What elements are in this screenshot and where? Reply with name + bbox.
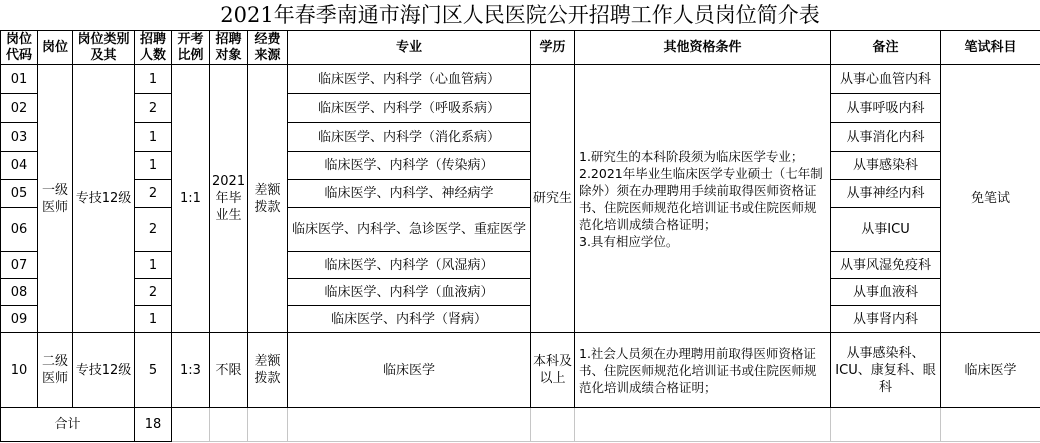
hire-count: 1 [135, 152, 172, 180]
exam-ratio: 1:1 [172, 65, 210, 333]
empty-cell [288, 408, 531, 442]
remark: 从事心血管内科 [831, 65, 941, 94]
other-conditions: 1.社会人员须在办理聘用前取得医师资格证书、住院医师规范化培训证书或住院医师规范化培训成绩合格证明； [575, 333, 831, 408]
table-row [1, 65, 1040, 94]
header-count: 招聘人数 [135, 31, 172, 65]
hire-count: 1 [135, 252, 172, 279]
table-row [1, 252, 1040, 279]
remark: 从事消化内科 [831, 123, 941, 152]
remark: 从事ICU [831, 208, 941, 252]
empty-cell [941, 408, 1040, 442]
hire-target: 不限 [210, 333, 248, 408]
hire-count: 2 [135, 94, 172, 123]
position-code: 02 [1, 94, 38, 123]
major: 临床医学、内科学、神经病学 [288, 180, 531, 208]
major: 临床医学 [288, 333, 531, 408]
empty-cell [575, 408, 831, 442]
table-row [1, 279, 1040, 306]
header-code: 岗位代码 [1, 31, 38, 65]
major: 临床医学、内科学（肾病） [288, 306, 531, 333]
table-row [1, 333, 1040, 408]
hire-count: 2 [135, 180, 172, 208]
header-ratio: 开考比例 [172, 31, 210, 65]
empty-cell [172, 408, 210, 442]
empty-cell [531, 408, 575, 442]
post-category: 专技12级 [73, 65, 135, 333]
major: 临床医学、内科学（风湿病） [288, 252, 531, 279]
remark: 从事神经内科 [831, 180, 941, 208]
empty-cell [210, 408, 248, 442]
funding-source: 差额拨款 [248, 65, 288, 333]
position-code: 07 [1, 252, 38, 279]
header-target: 招聘对象 [210, 31, 248, 65]
empty-cell [248, 408, 288, 442]
remark: 从事血液科 [831, 279, 941, 306]
exam-subject: 免笔试 [941, 65, 1040, 333]
hire-count: 2 [135, 208, 172, 252]
header-category: 岗位类别及其 [73, 31, 135, 65]
empty-cell [831, 408, 941, 442]
header-funding: 经费来源 [248, 31, 288, 65]
major: 临床医学、内科学（血液病） [288, 279, 531, 306]
position-code: 01 [1, 65, 38, 94]
major: 临床医学、内科学（心血管病） [288, 65, 531, 94]
hire-target: 2021年毕业生 [210, 65, 248, 333]
header-major: 专业 [288, 31, 531, 65]
header-exam: 笔试科目 [941, 31, 1040, 65]
major: 临床医学、内科学（消化系病） [288, 123, 531, 152]
position-code: 06 [1, 208, 38, 252]
position-code: 08 [1, 279, 38, 306]
hire-count: 1 [135, 65, 172, 94]
hire-count: 5 [135, 333, 172, 408]
total-count: 18 [135, 408, 172, 442]
header-row [1, 31, 1040, 65]
other-conditions: 1.研究生的本科阶段须为临床医学专业； 2.2021年毕业生临床医学专业硕士（七年制除外）须在办理聘用手续前取得医师资格证书、住院医师规范化培训证书或住院医师规范化培训成绩合格证明； 3.具有相应学位。 [575, 65, 831, 333]
funding-source: 差额拨款 [248, 333, 288, 408]
post-category: 专技12级 [73, 333, 135, 408]
position-code: 09 [1, 306, 38, 333]
hire-count: 2 [135, 279, 172, 306]
position-table [0, 30, 1040, 442]
hire-count: 1 [135, 306, 172, 333]
header-remarks: 备注 [831, 31, 941, 65]
remark: 从事呼吸内科 [831, 94, 941, 123]
table-row [1, 152, 1040, 180]
post-name: 一级医师 [38, 65, 73, 333]
total-row [1, 408, 1040, 442]
page-title: 2021年春季南通市海门区人民医院公开招聘工作人员岗位简介表 [220, 3, 820, 27]
table-row [1, 208, 1040, 252]
remark: 从事感染科、ICU、康复科、眼科 [831, 333, 941, 408]
major: 临床医学、内科学、急诊医学、重症医学 [288, 208, 531, 252]
remark: 从事风湿免疫科 [831, 252, 941, 279]
position-code: 03 [1, 123, 38, 152]
exam-subject: 临床医学 [941, 333, 1040, 408]
post-name: 二级医师 [38, 333, 73, 408]
remark: 从事感染科 [831, 152, 941, 180]
hire-count: 1 [135, 123, 172, 152]
header-education: 学历 [531, 31, 575, 65]
header-conditions: 其他资格条件 [575, 31, 831, 65]
table-row [1, 94, 1040, 123]
remark: 从事肾内科 [831, 306, 941, 333]
major: 临床医学、内科学（传染病） [288, 152, 531, 180]
table-row [1, 180, 1040, 208]
position-code: 10 [1, 333, 38, 408]
header-post: 岗位 [38, 31, 73, 65]
table-row [1, 306, 1040, 333]
major: 临床医学、内科学（呼吸系病） [288, 94, 531, 123]
position-code: 04 [1, 152, 38, 180]
education: 本科及以上 [531, 333, 575, 408]
position-code: 05 [1, 180, 38, 208]
exam-ratio: 1:3 [172, 333, 210, 408]
table-row [1, 123, 1040, 152]
total-label: 合计 [1, 408, 135, 442]
education: 研究生 [531, 65, 575, 333]
